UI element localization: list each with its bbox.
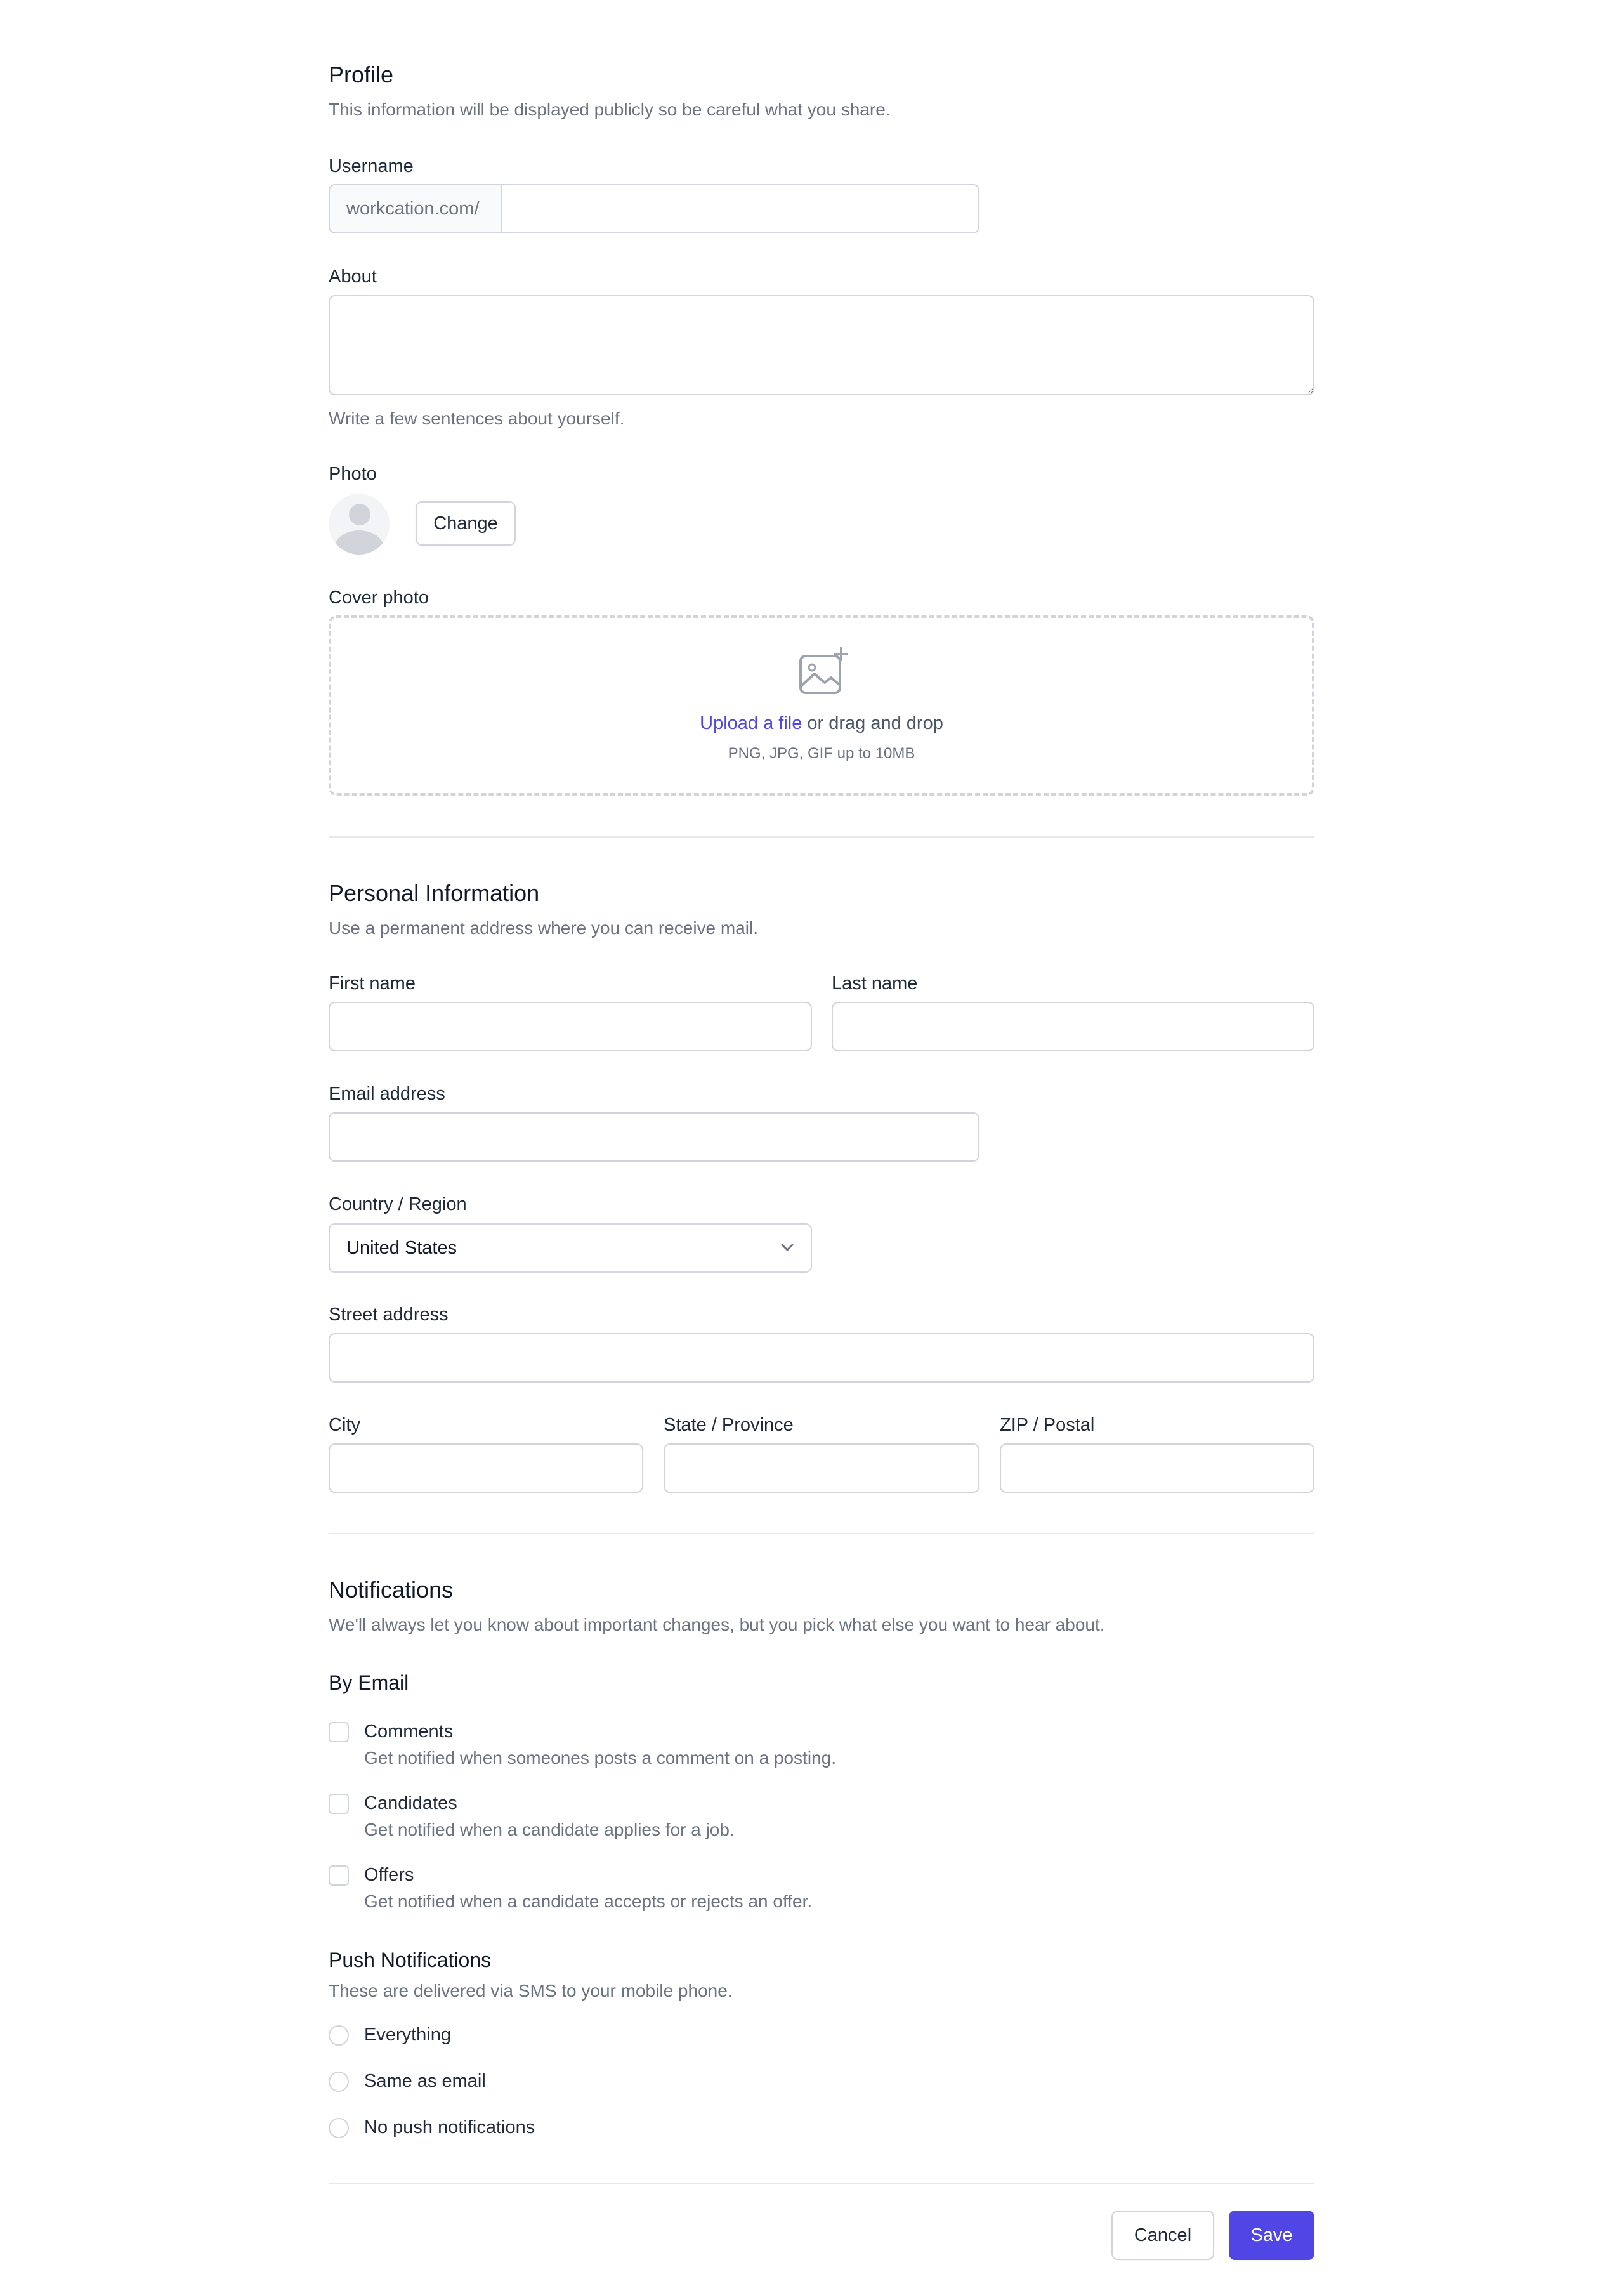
avatar-body-shape (334, 530, 384, 555)
about-label: About (329, 266, 377, 287)
save-button[interactable]: Save (1229, 2211, 1314, 2260)
change-photo-button[interactable]: Change (416, 501, 516, 546)
comments-label: Comments (364, 1721, 454, 1742)
cancel-button[interactable]: Cancel (1111, 2211, 1214, 2260)
by-email-title: By Email (329, 1671, 409, 1694)
cover-photo-dropzone[interactable] (329, 615, 1314, 796)
cover-photo-label: Cover photo (329, 588, 429, 608)
candidates-description: Get notified when a candidate applies for a job. (364, 1820, 735, 1839)
upload-file-link[interactable]: Upload a file (700, 713, 802, 733)
section-divider (329, 2183, 1314, 2184)
candidates-checkbox[interactable] (329, 1794, 349, 1814)
section-divider (329, 836, 1314, 838)
username-label: Username (329, 156, 414, 176)
personal-info-description: Use a permanent address where you can receive mail. (329, 918, 759, 938)
push-notifications-description: These are delivered via SMS to your mobile phone. (329, 1981, 733, 2001)
push-none-radio[interactable] (329, 2118, 349, 2138)
comments-checkbox[interactable] (329, 1722, 349, 1742)
offers-checkbox[interactable] (329, 1865, 349, 1886)
country-select[interactable] (329, 1223, 812, 1273)
upload-text-row (331, 713, 1312, 734)
profile-title: Profile (329, 62, 394, 88)
zip-input[interactable] (1000, 1443, 1314, 1493)
city-label: City (329, 1415, 360, 1435)
username-field (329, 184, 979, 233)
notifications-description: We'll always let you know about important changes, but you pick what else you want to hear about. (329, 1615, 1105, 1634)
avatar (329, 494, 390, 555)
street-label: Street address (329, 1304, 449, 1325)
push-everything-radio[interactable] (329, 2025, 349, 2046)
state-label: State / Province (664, 1415, 794, 1435)
section-divider (329, 1533, 1314, 1534)
street-input[interactable] (329, 1333, 1314, 1383)
first-name-input[interactable] (329, 1002, 812, 1051)
email-label: Email address (329, 1084, 445, 1104)
push-same-as-email-label: Same as email (364, 2071, 486, 2091)
about-hint: Write a few sentences about yourself. (329, 409, 625, 428)
last-name-label: Last name (832, 973, 918, 994)
about-textarea[interactable] (329, 295, 1314, 395)
push-everything-label: Everything (364, 2025, 452, 2045)
comments-description: Get notified when someones posts a comment on a posting. (364, 1748, 836, 1768)
profile-description: This information will be displayed publicly so be careful what you share. (329, 100, 891, 119)
last-name-input[interactable] (832, 1002, 1314, 1051)
offers-label: Offers (364, 1865, 414, 1885)
city-input[interactable] (329, 1443, 643, 1493)
first-name-label: First name (329, 973, 416, 994)
country-label: Country / Region (329, 1194, 467, 1214)
push-notifications-title: Push Notifications (329, 1948, 492, 1971)
candidates-label: Candidates (364, 1793, 457, 1813)
zip-label: ZIP / Postal (1000, 1415, 1095, 1435)
photo-label: Photo (329, 464, 377, 484)
username-input[interactable] (502, 185, 978, 232)
email-input[interactable] (329, 1112, 979, 1162)
upload-hint: PNG, JPG, GIF up to 10MB (728, 745, 915, 762)
personal-info-title: Personal Information (329, 880, 540, 906)
notifications-title: Notifications (329, 1577, 454, 1603)
state-input[interactable] (664, 1443, 979, 1493)
push-none-label: No push notifications (364, 2117, 535, 2138)
push-same-as-email-radio[interactable] (329, 2072, 349, 2092)
username-prefix: workcation.com/ (330, 185, 502, 232)
country-select-value: United States (346, 1237, 457, 1258)
chevron-down-icon (780, 1242, 794, 1252)
image-add-icon (798, 647, 849, 697)
avatar-head-shape (349, 504, 370, 525)
upload-drag-text: or drag and drop (802, 713, 943, 733)
offers-description: Get notified when a candidate accepts or rejects an offer. (364, 1891, 813, 1911)
